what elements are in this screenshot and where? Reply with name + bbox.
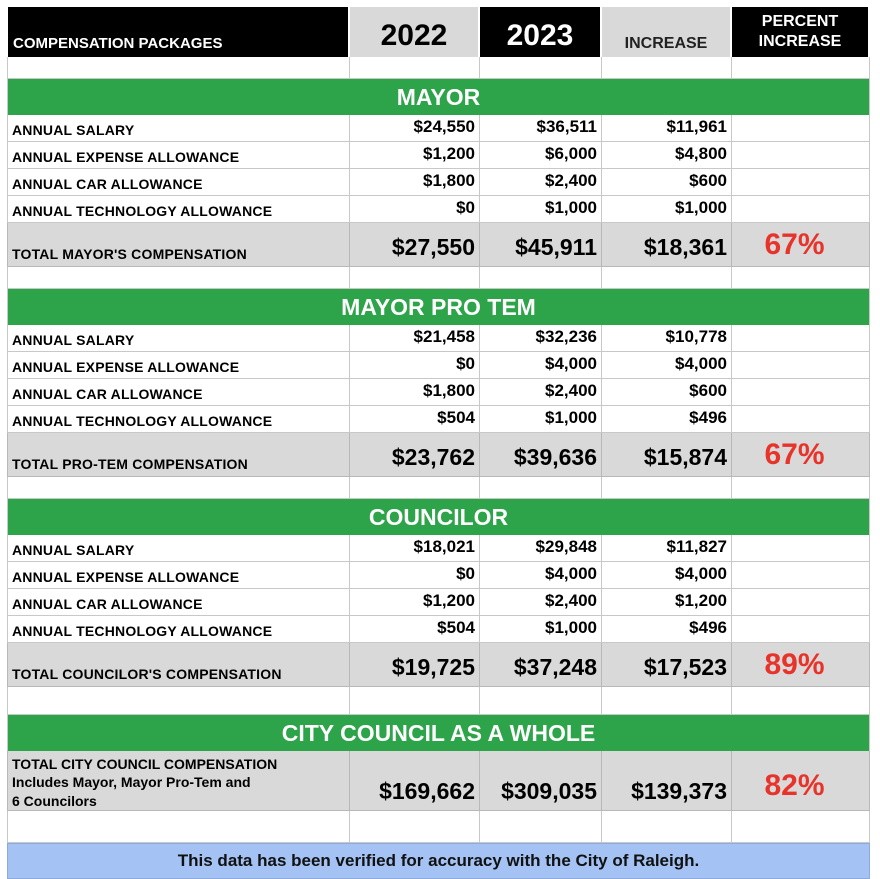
total-label: TOTAL COUNCILOR'S COMPENSATION <box>7 643 350 687</box>
value-2022: $1,800 <box>350 169 480 196</box>
table-row <box>7 379 870 406</box>
table-row <box>7 142 870 169</box>
total-row-mayor <box>7 223 870 267</box>
header-percent-increase <box>732 7 870 57</box>
value-2023: $1,000 <box>480 196 602 223</box>
table-row <box>7 169 870 196</box>
table-row <box>7 115 870 142</box>
value-2022: $1,800 <box>350 379 480 406</box>
value-increase: $11,827 <box>602 535 732 562</box>
value-2023: $2,400 <box>480 379 602 406</box>
table-row <box>7 616 870 643</box>
total-row-city-council <box>7 751 870 811</box>
whole-label <box>7 751 350 811</box>
spacer-row <box>7 477 870 499</box>
table-row <box>7 589 870 616</box>
header-increase: INCREASE <box>602 7 732 57</box>
value-2023: $1,000 <box>480 616 602 643</box>
header-label: COMPENSATION PACKAGES <box>7 7 350 57</box>
section-title-mayor: MAYOR <box>7 79 870 115</box>
total-percent: 89% <box>732 643 870 687</box>
total-2022: $27,550 <box>350 223 480 267</box>
value-2022: $24,550 <box>350 115 480 142</box>
total-2023: $37,248 <box>480 643 602 687</box>
whole-label-line1: TOTAL CITY COUNCIL COMPENSATION <box>12 756 278 772</box>
value-2023: $32,236 <box>480 325 602 352</box>
header-year-2022: 2022 <box>350 7 480 57</box>
whole-percent: 82% <box>732 751 870 811</box>
value-2023: $2,400 <box>480 169 602 196</box>
total-percent: 67% <box>732 223 870 267</box>
row-label: ANNUAL CAR ALLOWANCE <box>7 169 350 196</box>
whole-increase: $139,373 <box>602 751 732 811</box>
whole-label-line3: 6 Councilors <box>12 793 97 809</box>
header-percent-line1: PERCENT <box>761 13 839 30</box>
value-2023: $4,000 <box>480 352 602 379</box>
value-2023: $4,000 <box>480 562 602 589</box>
section-title-mayor-pro-tem: MAYOR PRO TEM <box>7 289 870 325</box>
value-2023: $2,400 <box>480 589 602 616</box>
value-increase: $1,200 <box>602 589 732 616</box>
whole-2022: $169,662 <box>350 751 480 811</box>
table-row <box>7 352 870 379</box>
total-2022: $23,762 <box>350 433 480 477</box>
value-2022: $18,021 <box>350 535 480 562</box>
value-increase: $4,800 <box>602 142 732 169</box>
row-label: ANNUAL EXPENSE ALLOWANCE <box>7 562 350 589</box>
value-2023: $1,000 <box>480 406 602 433</box>
value-increase: $496 <box>602 616 732 643</box>
table-row <box>7 535 870 562</box>
value-increase: $4,000 <box>602 352 732 379</box>
total-label: TOTAL PRO-TEM COMPENSATION <box>7 433 350 477</box>
row-label: ANNUAL SALARY <box>7 115 350 142</box>
total-label: TOTAL MAYOR'S COMPENSATION <box>7 223 350 267</box>
table-row <box>7 325 870 352</box>
value-2022: $21,458 <box>350 325 480 352</box>
total-increase: $15,874 <box>602 433 732 477</box>
value-increase: $496 <box>602 406 732 433</box>
value-increase: $600 <box>602 379 732 406</box>
whole-2023: $309,035 <box>480 751 602 811</box>
table-row <box>7 406 870 433</box>
total-row-councilor <box>7 643 870 687</box>
value-2022: $1,200 <box>350 589 480 616</box>
total-percent: 67% <box>732 433 870 477</box>
value-2022: $1,200 <box>350 142 480 169</box>
verification-note: This data has been verified for accuracy with the City of Raleigh. <box>7 843 870 879</box>
value-increase: $11,961 <box>602 115 732 142</box>
row-label: ANNUAL EXPENSE ALLOWANCE <box>7 352 350 379</box>
row-label: ANNUAL TECHNOLOGY ALLOWANCE <box>7 406 350 433</box>
value-increase: $4,000 <box>602 562 732 589</box>
row-label: ANNUAL CAR ALLOWANCE <box>7 379 350 406</box>
value-2023: $36,511 <box>480 115 602 142</box>
total-2023: $39,636 <box>480 433 602 477</box>
row-label: ANNUAL SALARY <box>7 535 350 562</box>
row-label: ANNUAL SALARY <box>7 325 350 352</box>
header-year-2023: 2023 <box>480 7 602 57</box>
header-row <box>7 7 870 57</box>
value-2022: $504 <box>350 616 480 643</box>
value-2022: $0 <box>350 562 480 589</box>
row-label: ANNUAL CAR ALLOWANCE <box>7 589 350 616</box>
total-2023: $45,911 <box>480 223 602 267</box>
value-2023: $6,000 <box>480 142 602 169</box>
value-increase: $600 <box>602 169 732 196</box>
total-increase: $18,361 <box>602 223 732 267</box>
section-title-city-council: CITY COUNCIL AS A WHOLE <box>7 715 870 751</box>
value-2023: $29,848 <box>480 535 602 562</box>
header-percent-line2: INCREASE <box>758 33 842 50</box>
spacer-row <box>7 267 870 289</box>
value-2022: $0 <box>350 352 480 379</box>
compensation-table <box>7 7 870 879</box>
spacer-row <box>7 687 870 715</box>
row-label: ANNUAL TECHNOLOGY ALLOWANCE <box>7 196 350 223</box>
section-title-councilor: COUNCILOR <box>7 499 870 535</box>
total-2022: $19,725 <box>350 643 480 687</box>
spacer-row <box>7 811 870 843</box>
total-row-pro-tem <box>7 433 870 477</box>
value-2022: $0 <box>350 196 480 223</box>
row-label: ANNUAL EXPENSE ALLOWANCE <box>7 142 350 169</box>
value-2022: $504 <box>350 406 480 433</box>
whole-label-line2: Includes Mayor, Mayor Pro-Tem and <box>12 774 251 790</box>
table-row <box>7 562 870 589</box>
total-increase: $17,523 <box>602 643 732 687</box>
row-label: ANNUAL TECHNOLOGY ALLOWANCE <box>7 616 350 643</box>
value-increase: $10,778 <box>602 325 732 352</box>
value-increase: $1,000 <box>602 196 732 223</box>
spacer-row <box>7 57 870 79</box>
table-row <box>7 196 870 223</box>
